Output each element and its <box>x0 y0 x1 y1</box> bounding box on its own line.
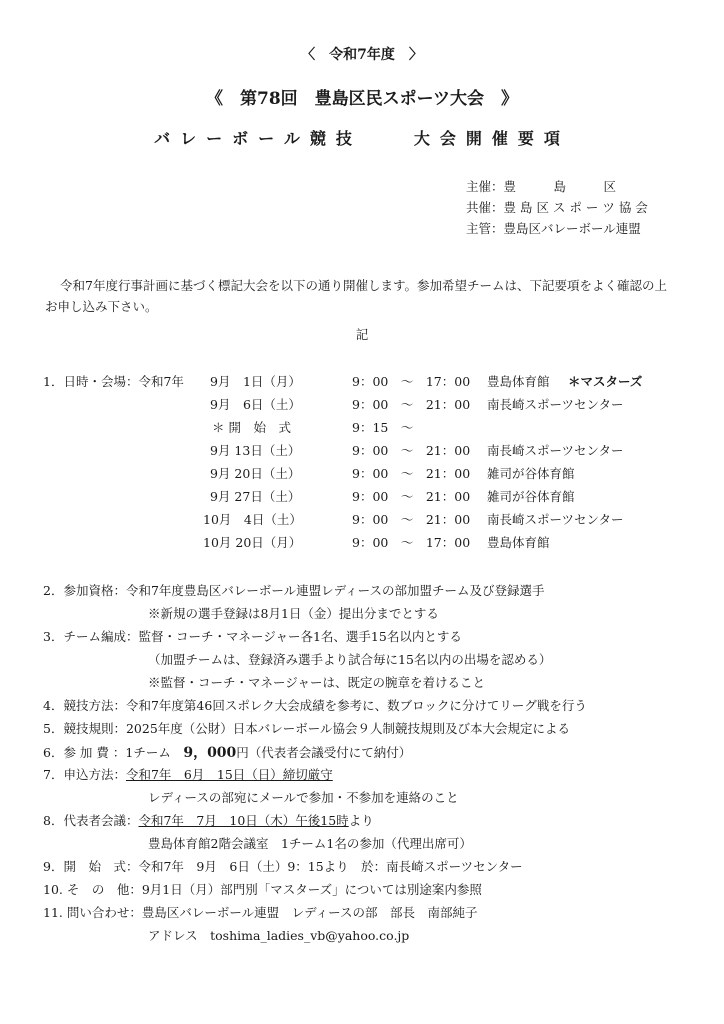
item-5-rules <box>43 719 570 737</box>
meeting-datetime: 令和7年 7月 10日（木）午後15時 <box>138 813 349 828</box>
item-text: 令和7年度豊島区バレーボール連盟レディースの部加盟チーム及び登録選手 <box>125 583 545 598</box>
item-3-team-composition <box>43 627 462 645</box>
fee-suffix: 円（代表者会議受付にて納付） <box>236 745 412 760</box>
organizer-role: 共催： <box>466 200 504 215</box>
item-2-note: ※新規の選手登録は8月1日（金）提出分までとする <box>148 606 439 621</box>
intro-line-1: 令和7年度行事計画に基づく標記大会を以下の通り開催します。参加希望チームは、下記要項をよく確認の上 <box>60 278 667 293</box>
item-6-fee <box>43 742 411 762</box>
meeting-suffix: より <box>348 813 374 828</box>
schedule-time: 9：00 ～ 21：00 <box>352 397 471 412</box>
document-title: 《 第78回 豊島区民スポーツ大会 》 <box>206 89 518 109</box>
item-3-note-1: （加盟チームは、登録済み選手より試合毎に15名以内の出場を認める） <box>148 652 552 667</box>
schedule-date: 9月 27日（土） <box>210 489 301 504</box>
item-text: 9月1日（月）部門別「マスターズ」については別途案内参照 <box>141 882 482 897</box>
item-8-note: 豊島体育館2階会議室 1チーム1名の参加（代理出席可） <box>148 836 472 851</box>
organizer-name: 豊 島 区 ス ポ ー ツ 協 会 <box>503 200 648 215</box>
deadline-text: 令和7年 6月 15日（日）締切厳守 <box>125 767 333 782</box>
item-3-note-2: ※監督・コーチ・マネージャーは、既定の腕章を着けること <box>148 675 486 690</box>
item-text: 2025年度（公財）日本バレーボール協会９人制競技規則及び本大会規定による <box>125 721 571 736</box>
item-text: 令和7年 9月 6日（土）9：15より 於：南長崎スポーツセンター <box>138 859 523 874</box>
schedule-venue: 南長崎スポーツセンター <box>487 397 624 412</box>
organizer-row <box>466 198 648 216</box>
schedule-date: 9月 1日（月） <box>210 374 301 389</box>
item-label: 2．参加資格： <box>43 583 126 598</box>
organizer-row <box>466 219 641 237</box>
fee-prefix: 1チーム <box>125 745 184 760</box>
schedule-venue: 南長崎スポーツセンター <box>487 443 624 458</box>
item-11-contact <box>43 903 478 921</box>
document-subtitle: バレーボール競技 大会開催要項 <box>154 129 570 148</box>
item-9-opening-ceremony <box>43 857 523 875</box>
organizer-role: 主催： <box>466 179 504 194</box>
schedule-date: 9月 6日（土） <box>210 397 301 412</box>
item-label: 10. そ の 他： <box>43 882 142 897</box>
schedule-date: 10月 20日（月） <box>203 535 302 550</box>
item-8-representatives-meeting <box>43 811 374 829</box>
schedule-date: 9月 20日（土） <box>210 466 301 481</box>
item-text: 豊島区バレーボール連盟 レディースの部 部長 南部純子 <box>141 905 478 920</box>
item-label: 6．参 加 費 ： <box>43 745 126 760</box>
item-label: 9．開 始 式： <box>43 859 139 874</box>
item-text: 監督・コーチ・マネージャー各1名、選手15名以内とする <box>138 629 462 644</box>
organizer-name: 豊 島 区 <box>503 179 617 194</box>
intro-line-2: お申し込み下さい。 <box>45 299 158 314</box>
schedule-time: 9：00 ～ 21：00 <box>352 443 471 458</box>
organizer-role: 主管： <box>466 221 504 236</box>
item-label: 3．チーム編成： <box>43 629 139 644</box>
item-2-eligibility <box>43 581 545 599</box>
schedule-time: 9：00 ～ 21：00 <box>352 466 471 481</box>
schedule-date: 9月 13日（土） <box>210 443 301 458</box>
schedule-label: 1．日時・会場：令和7年 <box>43 374 184 389</box>
item-7-note: レディースの部宛にメールで参加・不参加を連絡のこと <box>148 790 459 805</box>
item-label: 7．申込方法： <box>43 767 126 782</box>
schedule-venue: 南長崎スポーツセンター <box>487 512 624 527</box>
item-label: 4．競技方法： <box>43 698 126 713</box>
schedule-venue: 豊島体育館 <box>487 374 550 389</box>
ki-mark: 記 <box>355 327 369 342</box>
schedule-date: ＊ 開 始 式 <box>212 420 291 435</box>
contact-email[interactable]: アドレス toshima_ladies_vb@yahoo.co.jp <box>148 928 410 943</box>
schedule-time: 9：00 ～ 21：00 <box>352 489 471 504</box>
schedule-date: 10月 4日（土） <box>203 512 302 527</box>
schedule-venue: 雑司が谷体育館 <box>487 489 575 504</box>
schedule-time: 9：00 ～ 17：00 <box>352 535 471 550</box>
item-7-application <box>43 765 333 783</box>
schedule-venue: 雑司が谷体育館 <box>487 466 575 481</box>
fiscal-year-heading: 〈 令和7年度 〉 <box>301 47 423 63</box>
schedule-time: 9：00 ～ 21：00 <box>352 512 471 527</box>
item-label: 11. 問い合わせ： <box>43 905 142 920</box>
schedule-time: 9：00 ～ 17：00 <box>352 374 471 389</box>
item-label: 8．代表者会議： <box>43 813 139 828</box>
item-10-other <box>43 880 482 898</box>
schedule-venue: 豊島体育館 <box>487 535 550 550</box>
item-text: 令和7年度第46回スポレク大会成績を参考に、数ブロックに分けてリーグ戦を行う <box>125 698 587 713</box>
fee-amount: 9，000 <box>183 745 237 761</box>
item-label: 5．競技規則： <box>43 721 126 736</box>
organizer-name: 豊島区バレーボール連盟 <box>503 221 641 236</box>
organizer-row <box>466 177 616 195</box>
schedule-note: ＊マスターズ <box>568 374 643 389</box>
schedule-time: 9：15 ～ <box>352 420 414 435</box>
item-4-format <box>43 696 587 714</box>
